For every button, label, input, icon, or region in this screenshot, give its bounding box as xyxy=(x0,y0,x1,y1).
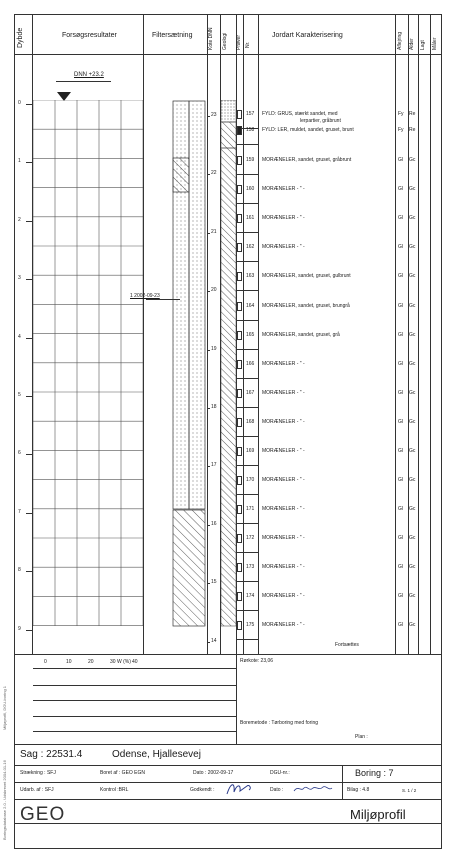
sample-divider xyxy=(236,610,258,611)
sample-aflejring: Fy xyxy=(398,111,404,117)
kote-tick-mark xyxy=(207,583,210,584)
kote-tick: 16 xyxy=(211,520,217,527)
sample-box xyxy=(237,505,242,514)
location: Odense, Hjallesevej xyxy=(112,749,201,760)
boret-af: Boret af : GEO EGN xyxy=(100,770,146,776)
sample-divider xyxy=(236,290,258,291)
sample-box xyxy=(237,418,242,427)
sample-aflejring: Gl xyxy=(398,186,403,192)
sample-alder: Gc xyxy=(409,448,416,454)
depth-tick-mark xyxy=(26,104,33,105)
depth-tick: 1 xyxy=(18,158,21,165)
sample-divider xyxy=(236,407,258,408)
depth-tick-mark xyxy=(26,454,33,455)
bilag: Bilag : 4.8 xyxy=(347,787,370,793)
axis-tick: 20 xyxy=(88,659,94,665)
sample-aflejring: Gl xyxy=(398,448,403,454)
sample-box xyxy=(237,360,242,369)
axis-tick: 40 xyxy=(132,659,138,665)
straekning: Strækning : SFJ xyxy=(20,770,56,776)
kote-tick-mark xyxy=(207,642,210,643)
sample-aflejring: Gl xyxy=(398,535,403,541)
sample-description-2: lerpartier, gråbrunt xyxy=(300,118,341,124)
sample-divider xyxy=(236,552,258,553)
kote-tick: 17 xyxy=(211,462,217,469)
roerkote: Rørkote: 23,06 xyxy=(240,658,274,664)
col-line-lagt xyxy=(430,14,431,654)
fortsaettes: Fortsættes xyxy=(335,642,359,648)
depth-tick-mark xyxy=(26,571,33,572)
lower-rule-1 xyxy=(33,685,236,686)
depth-tick-mark xyxy=(26,279,33,280)
header-aflejring: Aflejring xyxy=(397,31,403,50)
header-geologi: Geologi xyxy=(222,32,228,50)
sample-box xyxy=(237,185,242,194)
col-line-forsoeg xyxy=(143,14,144,654)
frame-right xyxy=(441,14,442,849)
sample-nr: 172 xyxy=(246,535,255,541)
handwritten-date-icon xyxy=(292,783,334,795)
sample-alder: Re xyxy=(409,127,416,133)
kote-tick-mark xyxy=(207,174,210,175)
sample-description: MORÆNELER, sandet, gruset, gråbrunt xyxy=(262,157,352,163)
sample-box xyxy=(237,534,242,543)
sample-alder: Gc xyxy=(409,593,416,599)
sample-alder: Re xyxy=(409,111,416,117)
sample-description: MORÆNELER, sandet, gruset, gulbrunt xyxy=(262,273,351,279)
udarb-af: Udarb. af : SFJ xyxy=(20,787,54,793)
lower-rule-2 xyxy=(33,700,236,701)
col-line-filter xyxy=(207,14,208,654)
sample-description: MORÆNELER - " - xyxy=(262,535,305,541)
sag-label: Sag : 22531.4 xyxy=(20,749,83,760)
sample-description: MORÆNELER - " - xyxy=(262,448,305,454)
kote-tick: 14 xyxy=(211,637,217,644)
sample-alder: Gc xyxy=(409,506,416,512)
boremetode: Boremetode : Tørboring med foring xyxy=(240,720,319,726)
side-text: Boringsdatabase 2.0 - Udskrevet 2004-01-16 xyxy=(2,760,7,840)
sample-divider xyxy=(236,494,258,495)
depth-tick-mark xyxy=(26,221,33,222)
depth-tick: 4 xyxy=(18,333,21,340)
axis-line xyxy=(33,668,236,669)
sample-description: MORÆNELER - " - xyxy=(262,477,305,483)
depth-tick: 5 xyxy=(18,392,21,398)
depth-tick-mark xyxy=(26,513,33,514)
sample-divider xyxy=(236,203,258,204)
sample-nr: 168 xyxy=(246,419,255,425)
footer-rule-4 xyxy=(14,823,442,824)
sample-box xyxy=(237,156,242,165)
sample-aflejring: Gl xyxy=(398,419,403,425)
sample-divider xyxy=(236,465,258,466)
sample-box xyxy=(237,272,242,281)
sample-alder: Gc xyxy=(409,535,416,541)
depth-tick: 0 xyxy=(18,100,21,106)
header-maaler: Måler xyxy=(432,37,438,50)
header-proever: Prøver xyxy=(236,35,242,50)
sample-nr: 174 xyxy=(246,593,255,599)
sample-description: MORÆNELER - " - xyxy=(262,593,305,599)
lower-rule-4 xyxy=(33,731,236,732)
sample-nr: 173 xyxy=(246,564,255,570)
sample-description: MORÆNELER - " - xyxy=(262,361,305,367)
side-text-2: Miljøprofil, DGU-boring 1 xyxy=(2,685,7,730)
sample-alder: Gc xyxy=(409,186,416,192)
header-jordart: Jordart Karakterisering xyxy=(272,32,343,39)
dnn-label: DNN +23.2 xyxy=(74,72,104,78)
axis-tick: 30 xyxy=(110,659,116,665)
kote-tick: 23 xyxy=(211,112,217,118)
sample-nr: 166 xyxy=(246,361,255,367)
frame-left xyxy=(14,14,15,849)
sample-alder: Gc xyxy=(409,157,416,163)
sample-alder: Gc xyxy=(409,477,416,483)
page-number: S. 1 / 2 xyxy=(402,788,417,793)
header-filter: Filtersætning xyxy=(152,32,193,39)
sample-divider xyxy=(236,436,258,437)
sample-box xyxy=(237,621,242,630)
col-line-proever xyxy=(243,14,244,654)
sample-divider xyxy=(236,378,258,379)
depth-tick-mark xyxy=(26,162,33,163)
kote-tick-mark xyxy=(207,525,210,526)
col-line-nr xyxy=(258,14,259,654)
date-mark-label: 1 2002-09-23 xyxy=(130,293,160,299)
sample-nr: 159 xyxy=(246,157,255,163)
sample-aflejring: Gl xyxy=(398,506,403,512)
sample-description: FYLD: LER, muldet, sandet, gruset, brunt xyxy=(262,127,354,133)
sample-nr: 162 xyxy=(246,244,255,250)
sample-divider xyxy=(236,349,258,350)
header-kote: Kote DNN xyxy=(208,27,214,50)
kote-tick: 15 xyxy=(211,579,217,586)
sample-box xyxy=(237,447,242,456)
sample-divider xyxy=(236,232,258,233)
kote-tick-mark xyxy=(207,466,210,467)
kote-tick-mark xyxy=(207,233,210,234)
frame-bottom xyxy=(14,848,442,849)
sample-aflejring: Gl xyxy=(398,477,403,483)
sample-box xyxy=(237,563,242,572)
header-divider xyxy=(14,54,442,55)
sample-description: FYLD: GRUS, stærkt sandet, med xyxy=(262,111,338,117)
header-alder: Alder xyxy=(409,38,415,50)
frame-top xyxy=(14,14,442,15)
sample-box xyxy=(237,243,242,252)
depth-tick: 3 xyxy=(18,275,21,282)
header-forsoeg: Forsøgsresultater xyxy=(62,32,117,39)
axis-tick: 0 xyxy=(44,659,47,665)
sample-divider xyxy=(236,523,258,524)
kote-tick-mark xyxy=(207,408,210,409)
godkendt: Godkendt : xyxy=(190,787,215,793)
depth-tick: 7 xyxy=(18,508,21,515)
sample-aflejring: Gl xyxy=(398,361,403,367)
sample-alder: Gc xyxy=(409,273,416,279)
sample-box xyxy=(237,331,242,340)
footer-col-divider xyxy=(342,765,343,799)
sample-nr: 170 xyxy=(246,477,255,483)
sample-aflejring: Fy xyxy=(398,127,404,133)
filter-column xyxy=(172,100,206,630)
footer-top xyxy=(14,744,442,745)
sample-nr: 169 xyxy=(246,448,255,454)
sample-description: MORÆNELER - " - xyxy=(262,186,305,192)
axis-unit: W (%) xyxy=(117,659,131,665)
sample-alder: Gc xyxy=(409,622,416,628)
sample-description: MORÆNELER - " - xyxy=(262,564,305,570)
sample-nr: 171 xyxy=(246,506,255,512)
sample-box xyxy=(237,214,242,223)
kote-tick-mark xyxy=(207,116,210,117)
depth-tick: 9 xyxy=(18,625,21,632)
sample-nr: 161 xyxy=(246,215,255,221)
footer-rule-3 xyxy=(14,799,442,800)
sample-description: MORÆNELER - " - xyxy=(262,622,305,628)
sample-box xyxy=(237,110,242,119)
sample-aflejring: Gl xyxy=(398,303,403,309)
sample-nr: 160 xyxy=(246,186,255,192)
sample-box xyxy=(237,126,242,135)
dgu-nr: DGU-nr.: xyxy=(270,770,290,776)
dato-1: Dato : 2002-09-17 xyxy=(193,770,234,776)
sample-description: MORÆNELER - " - xyxy=(262,506,305,512)
sample-alder: Gc xyxy=(409,244,416,250)
sample-aflejring: Gl xyxy=(398,244,403,250)
dato-2: Dato : xyxy=(270,787,284,793)
sample-box xyxy=(237,302,242,311)
kote-tick-mark xyxy=(207,350,210,351)
sample-alder: Gc xyxy=(409,332,416,338)
header-lagt: Lagt xyxy=(420,40,426,50)
kote-tick: 20 xyxy=(211,287,217,294)
sample-nr: 175 xyxy=(246,622,255,628)
boring-label: Boring : 7 xyxy=(355,768,394,778)
sample-alder: Gc xyxy=(409,390,416,396)
sample-nr: 167 xyxy=(246,390,255,396)
sample-aflejring: Gl xyxy=(398,273,403,279)
sample-description: MORÆNELER, sandet, gruset, brungrå xyxy=(262,303,350,309)
kote-tick: 22 xyxy=(211,170,217,177)
sample-divider xyxy=(236,639,258,640)
depth-tick-mark xyxy=(26,338,33,339)
doc-title: Miljøprofil xyxy=(350,807,406,822)
sample-nr: 157 xyxy=(246,111,255,117)
kote-tick-mark xyxy=(207,291,210,292)
dnn-line xyxy=(56,81,111,82)
footer-rule-1 xyxy=(14,765,442,766)
sample-alder: Gc xyxy=(409,215,416,221)
sample-box xyxy=(237,389,242,398)
result-grid xyxy=(33,100,143,630)
header-dybde: Dybde xyxy=(17,27,24,48)
sample-nr: 158 xyxy=(246,127,255,133)
axis-tick: 10 xyxy=(66,659,72,665)
plan-label: Plan : xyxy=(355,734,368,740)
sample-aflejring: Gl xyxy=(398,564,403,570)
sample-box xyxy=(237,476,242,485)
geo-logo: GEO xyxy=(20,804,66,825)
sample-alder: Gc xyxy=(409,361,416,367)
sample-description: MORÆNELER - " - xyxy=(262,244,305,250)
sample-alder: Gc xyxy=(409,303,416,309)
sample-aflejring: Gl xyxy=(398,332,403,338)
kote-tick: 18 xyxy=(211,404,217,410)
depth-tick-mark xyxy=(26,396,33,397)
sample-divider xyxy=(236,320,258,321)
sample-description: MORÆNELER - " - xyxy=(262,390,305,396)
sample-box xyxy=(237,592,242,601)
sample-description: MORÆNELER - " - xyxy=(262,419,305,425)
kote-tick: 21 xyxy=(211,228,217,235)
sample-divider xyxy=(236,581,258,582)
sample-nr: 164 xyxy=(246,303,255,309)
sample-aflejring: Gl xyxy=(398,593,403,599)
sample-aflejring: Gl xyxy=(398,215,403,221)
kote-tick: 19 xyxy=(211,345,217,352)
sample-nr: 165 xyxy=(246,332,255,338)
sample-nr: 163 xyxy=(246,273,255,279)
depth-tick-mark xyxy=(26,630,33,631)
sample-alder: Gc xyxy=(409,564,416,570)
lower-divider xyxy=(236,654,237,744)
sample-divider xyxy=(236,261,258,262)
date-mark-line xyxy=(146,299,180,300)
sample-divider xyxy=(236,174,258,175)
lower-top xyxy=(14,654,442,655)
lower-rule-3 xyxy=(33,716,236,717)
sample-divider xyxy=(236,144,258,145)
sample-description: MORÆNELER - " - xyxy=(262,215,305,221)
sample-aflejring: Gl xyxy=(398,157,403,163)
col-line-jordart xyxy=(395,14,396,654)
depth-tick: 6 xyxy=(18,450,21,457)
geology-column xyxy=(221,100,236,630)
sample-alder: Gc xyxy=(409,419,416,425)
col-line-alder xyxy=(418,14,419,654)
sample-aflejring: Gl xyxy=(398,622,403,628)
sample-aflejring: Gl xyxy=(398,390,403,396)
kontrol: Kontrol :BRL xyxy=(100,787,129,793)
signature-icon xyxy=(225,780,255,798)
header-nr: Nr. xyxy=(245,41,251,48)
depth-tick: 8 xyxy=(18,567,21,574)
sample-description: MORÆNELER, sandet, gruset, grå xyxy=(262,332,340,338)
depth-tick: 2 xyxy=(18,216,21,223)
